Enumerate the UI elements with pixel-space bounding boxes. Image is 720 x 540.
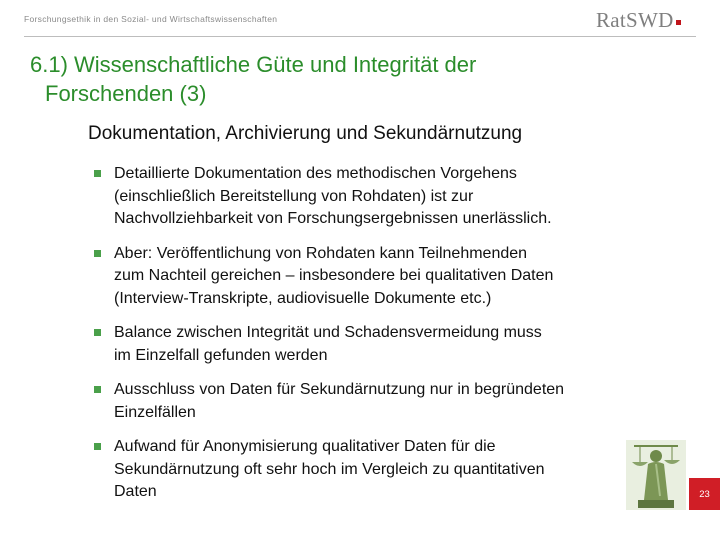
logo-dot [676, 20, 681, 25]
bullet-line: im Einzelfall gefunden werden [114, 346, 328, 364]
bullet-line: Ausschluss von Daten für Sekundärnutzung nur in begründeten [114, 381, 565, 398]
bullet-line: (einschließlich Bereitstellung von Rohdaten) ist zur [114, 187, 474, 205]
bullet-line: Aufwand für Anonymisierung qualitativer Daten für die [114, 438, 496, 455]
bullet-line: Sekundärnutzung oft sehr hoch im Vergleich zu quantitativen [114, 460, 545, 478]
bullet-item [92, 322, 672, 367]
bullet-line: Balance zwischen Integrität und Schadensvermeidung muss [114, 324, 542, 341]
square-bullet-icon [94, 329, 101, 336]
bullet-line: Nachvollziehbarkeit von Forschungsergebnissen unerlässlich. [114, 210, 552, 227]
page-number-badge [689, 478, 720, 510]
justitia-statue-icon [626, 440, 686, 510]
bullet-line: zum Nachteil gereichen – insbesondere bei qualitativen Daten [114, 267, 554, 284]
square-bullet-icon [94, 443, 101, 450]
running-header: Forschungsethik in den Sozial- und Wirtschaftswissenschaften [24, 14, 278, 24]
slide-title-line-2: Forschenden (3) [45, 81, 207, 106]
slide-title [30, 50, 680, 108]
header-divider [24, 36, 696, 37]
bullet-line: Aber: Veröffentlichung von Rohdaten kann Teilnehmenden [114, 244, 528, 262]
bullet-list [92, 163, 672, 516]
logo-text: RatSWD [596, 8, 674, 32]
bullet-item [92, 163, 672, 231]
bullet-item [92, 243, 672, 311]
ratswd-logo [596, 8, 681, 32]
bullet-line: Detaillierte Dokumentation des methodischen Vorgehens [114, 165, 517, 182]
square-bullet-icon [94, 250, 101, 257]
page-number: 23 [699, 488, 710, 500]
slide-title-line-1: 6.1) Wissenschaftliche Güte und Integrität der [30, 52, 477, 77]
slide-subtitle: Dokumentation, Archivierung und Sekundärnutzung [88, 123, 523, 144]
bullet-item [92, 436, 672, 504]
bullet-line: Einzelfällen [114, 403, 196, 421]
square-bullet-icon [94, 170, 101, 177]
bullet-line: Daten [114, 483, 157, 500]
square-bullet-icon [94, 386, 101, 393]
bullet-line: (Interview-Transkripte, audiovisuelle Dokumente etc.) [114, 289, 492, 307]
bullet-item [92, 379, 672, 424]
